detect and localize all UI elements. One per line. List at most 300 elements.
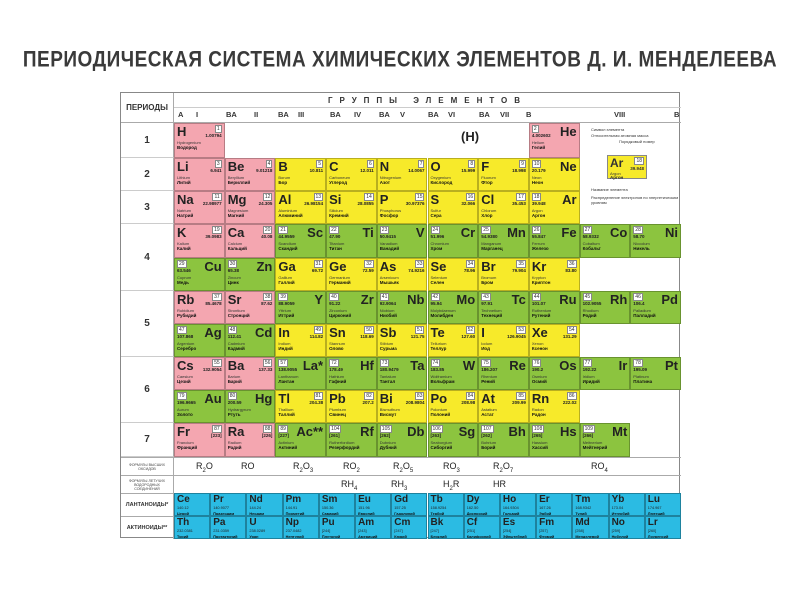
f-element-rus: Диспрозий xyxy=(466,512,488,516)
page-title: ПЕРИОДИЧЕСКАЯ СИСТЕМА ХИМИЧЕСКИХ ЭЛЕМЕНТОВ Д. И. МЕНДЕЛЕЕВА xyxy=(22,48,778,73)
element-num: 10 xyxy=(533,161,540,167)
element-mass: 40.08 xyxy=(261,234,273,239)
element-cell xyxy=(580,224,631,258)
element-mass: 114.82 xyxy=(309,334,324,339)
element-mass: 79.904 xyxy=(512,268,526,273)
f-element-rus: Менделевий xyxy=(575,535,599,539)
element-cell xyxy=(478,258,529,291)
element-cell xyxy=(225,357,276,390)
subgroup-label: VI xyxy=(448,110,456,119)
element-num: 8 xyxy=(470,161,474,167)
element-lat: Silicium xyxy=(329,208,343,213)
element-mass: 63.546 xyxy=(177,268,191,273)
element-sym: Sg xyxy=(458,424,476,439)
element-mass: 222.02 xyxy=(562,400,577,405)
element-mass: 47.90 xyxy=(329,234,341,239)
element-cell xyxy=(225,258,276,291)
element-num: 41 xyxy=(381,294,388,300)
element-lat: Magnesium xyxy=(227,208,249,213)
f-element-rus: Неодим xyxy=(249,512,265,516)
f-element-mass: 231.0359 xyxy=(213,529,230,533)
f-element-cell xyxy=(355,516,391,539)
element-cell xyxy=(428,158,479,191)
element-rus: Дубний xyxy=(379,445,397,450)
element-mass: 186.207 xyxy=(481,367,498,372)
f-element-mass: [257] xyxy=(539,529,548,533)
element-num: 36 xyxy=(569,261,575,267)
element-cell xyxy=(174,258,225,291)
element-mass: 69.72 xyxy=(311,268,324,273)
element-sym: Cr xyxy=(460,225,476,240)
element-cell xyxy=(275,390,326,423)
element-lat: Astatium xyxy=(481,407,497,412)
element-rus: Золото xyxy=(177,412,193,417)
element-lat: Tellurium xyxy=(430,341,447,346)
element-cell xyxy=(529,390,580,423)
element-lat: Palladium xyxy=(633,308,651,313)
element-cell xyxy=(580,357,631,390)
element-sym: Zr xyxy=(360,292,374,307)
element-cell xyxy=(478,390,529,423)
f-element-cell xyxy=(464,516,500,539)
element-lat: Barium xyxy=(227,374,241,379)
f-element-cell xyxy=(428,516,464,539)
f-element-mass: [258] xyxy=(575,529,584,533)
element-num: 50 xyxy=(366,327,372,333)
element-cell xyxy=(630,291,681,324)
element-lat: Lithium xyxy=(177,175,190,180)
f-element-mass: [260] xyxy=(647,529,657,533)
element-rus: Цинк xyxy=(227,280,239,285)
element-sym: P xyxy=(379,192,389,207)
element-rus: Рубидий xyxy=(177,313,197,318)
legend-mass: 39.948 xyxy=(630,166,644,171)
element-lat: Aluminium xyxy=(278,208,298,213)
element-rus: Гелий xyxy=(531,145,546,150)
element-cell xyxy=(580,423,631,457)
f-element-mass: 140.9077 xyxy=(213,506,230,510)
f-element-mass: 168.9342 xyxy=(575,506,592,510)
f-element-mass: 238.0289 xyxy=(249,529,266,533)
f-element-mass: 162.50 xyxy=(466,506,479,510)
element-cell xyxy=(326,390,377,423)
f-element-cell xyxy=(319,493,355,516)
element-rus: Калий xyxy=(177,246,191,251)
f-element-cell xyxy=(536,516,572,539)
element-cell xyxy=(275,291,326,324)
element-rus: Мышьяк xyxy=(379,280,399,285)
element-lat: Yttrium xyxy=(278,308,292,313)
element-mass: 39.0983 xyxy=(205,234,222,239)
element-sym: Ir xyxy=(618,358,628,373)
f-element-sym: Lu xyxy=(647,494,660,505)
element-rus: Иттрий xyxy=(278,313,295,318)
element-mass: 50.9415 xyxy=(379,234,397,239)
f-element-rus: Кюрий xyxy=(394,535,407,539)
element-mass: 207.2 xyxy=(362,400,374,405)
f-element-cell xyxy=(572,516,608,539)
element-num: 9 xyxy=(521,161,524,167)
f-element-cell xyxy=(536,493,572,516)
element-cell xyxy=(478,191,529,224)
f-element-mass: [243] xyxy=(358,529,367,533)
element-mass: 87.62 xyxy=(261,301,273,306)
lanthanides-label: ЛАНТАНОИДЫ* xyxy=(121,493,174,516)
subgroup-label: VIII xyxy=(614,110,626,119)
element-rus: Актиний xyxy=(278,445,298,450)
f-element-mass: 173.04 xyxy=(611,506,624,510)
element-lat: Oxygenium xyxy=(430,175,451,180)
subgroups-header xyxy=(174,108,681,123)
element-rus: Палладий xyxy=(633,313,656,318)
element-rus: Алюминий xyxy=(278,213,303,218)
element-mass: 196.9665 xyxy=(177,400,196,405)
element-num: 27 xyxy=(584,227,591,233)
element-num: 49 xyxy=(315,327,322,333)
f-element-rus: Эйнштейний xyxy=(502,535,527,539)
f-element-cell xyxy=(283,493,319,516)
element-lat: Lanthanum xyxy=(278,374,299,379)
element-num: 30 xyxy=(229,261,236,267)
element-sym: Ge xyxy=(329,259,347,274)
element-num: 73 xyxy=(381,360,388,366)
element-rus: Кислород xyxy=(430,180,453,185)
oxide-formula: $R_2O_5$ xyxy=(393,461,414,474)
element-sym: Co xyxy=(609,225,628,240)
oxide-formula: $R_2O_3$ xyxy=(293,461,314,474)
element-rus: Скандий xyxy=(278,246,298,251)
element-sym: Pd xyxy=(661,292,678,307)
element-rus: Никель xyxy=(633,246,650,251)
element-cell xyxy=(529,158,580,191)
period-number: 5 xyxy=(121,291,174,357)
element-sym: Tl xyxy=(278,391,290,406)
element-cell xyxy=(225,390,276,423)
element-lat: Thallium xyxy=(278,407,294,412)
f-element-sym: Pr xyxy=(213,494,224,505)
element-mass: 74.9216 xyxy=(408,268,425,273)
element-sym: Hg xyxy=(255,391,273,406)
element-lat: Gallium xyxy=(278,275,292,280)
f-element-mass: 164.9304 xyxy=(502,506,519,510)
element-sym: Sc xyxy=(307,225,324,240)
element-num: 13 xyxy=(315,194,322,200)
f-element-sym: Eu xyxy=(358,494,371,505)
element-rus: Ксенон xyxy=(531,346,548,351)
subgroup-label: BA xyxy=(226,110,237,119)
element-sym: He xyxy=(559,124,577,139)
element-lat: Ferrum xyxy=(531,241,545,246)
groups-header: ГРУППЫ ЭЛЕМЕНТОВ xyxy=(174,93,681,108)
element-sym: Cu xyxy=(204,259,222,274)
f-element-rus: Иттербий xyxy=(611,512,630,516)
element-cell xyxy=(428,423,479,457)
element-sym: B xyxy=(278,159,288,174)
element-num: 57 xyxy=(280,360,286,366)
subgroup-label: III xyxy=(298,110,305,119)
f-element-sym: Yb xyxy=(611,494,625,505)
element-rus: Кремний xyxy=(329,213,349,218)
element-mass: [262] xyxy=(481,433,492,438)
subgroup-label: B xyxy=(674,110,680,119)
element-mass: 14.0067 xyxy=(408,168,425,173)
element-lat: Molybdaenum xyxy=(430,308,456,313)
element-num: 12 xyxy=(264,194,271,200)
element-sym: Xe xyxy=(531,325,548,340)
element-rus: Стронций xyxy=(227,313,250,318)
element-num: 44 xyxy=(533,294,540,300)
element-num: 7 xyxy=(419,161,423,167)
element-sym: Pb xyxy=(329,391,346,406)
element-rus: Хром xyxy=(430,246,443,251)
element-sym: N xyxy=(379,159,390,174)
f-element-sym: Gd xyxy=(394,494,409,505)
element-num: 80 xyxy=(229,393,236,399)
element-num: 4 xyxy=(267,161,271,167)
element-sym: Au xyxy=(204,391,222,406)
element-lat: Calcium xyxy=(227,241,243,246)
element-mass: 28.0855 xyxy=(357,201,374,206)
element-lat: Fluorum xyxy=(481,175,496,180)
element-cell xyxy=(225,224,276,258)
legend-text-symbol: Символ элемента xyxy=(591,127,625,132)
element-rus: Титан xyxy=(329,246,342,251)
element-rus: Сера xyxy=(430,213,442,218)
element-cell xyxy=(529,291,580,324)
element-rus: Сиборгий xyxy=(430,445,453,450)
f-element-cell xyxy=(210,516,246,539)
element-lat: Helium xyxy=(531,140,545,145)
element-sym: Ca xyxy=(227,225,245,240)
element-lat: Plumbum xyxy=(329,407,346,412)
element-lat: Sulfur xyxy=(430,208,441,213)
f-element-sym: Tb xyxy=(430,494,443,505)
element-rus: Водород xyxy=(177,145,197,150)
element-num: 15 xyxy=(416,194,423,200)
element-sym: O xyxy=(430,159,441,174)
element-mass: 54.9380 xyxy=(481,234,498,239)
hydrogen-paren: (H) xyxy=(461,129,480,144)
element-num: 85 xyxy=(518,393,524,399)
element-rus: Родий xyxy=(582,313,597,318)
element-sym: Sn xyxy=(329,325,346,340)
f-element-sym: Dy xyxy=(466,494,480,505)
element-lat: Beryllium xyxy=(227,175,245,180)
element-rus: Вольфрам xyxy=(430,379,455,384)
element-num: 84 xyxy=(467,393,474,399)
element-num: 21 xyxy=(280,227,286,233)
element-rus: Олово xyxy=(329,346,344,351)
element-num: 86 xyxy=(569,393,575,399)
element-rus: Тантал xyxy=(379,379,396,384)
element-cell xyxy=(174,423,225,457)
element-sym: Mg xyxy=(227,192,247,207)
element-cell xyxy=(428,258,479,291)
element-rus: Индий xyxy=(278,346,293,351)
element-rus: Гафний xyxy=(329,379,347,384)
element-lat: Meitnerium xyxy=(582,440,603,445)
element-sym: At xyxy=(481,391,495,406)
element-mass: 200.59 xyxy=(227,400,242,405)
element-sym: Mt xyxy=(612,424,628,439)
element-cell xyxy=(529,191,580,224)
element-cell xyxy=(478,324,529,357)
element-lat: Natrium xyxy=(177,208,192,213)
element-cell xyxy=(326,258,377,291)
oxide-formula: $RO_3$ xyxy=(443,461,460,474)
element-mass: 1.00794 xyxy=(205,133,222,138)
element-cell xyxy=(174,158,225,191)
element-sym: Ti xyxy=(362,225,374,240)
legend-number: 18 xyxy=(636,158,642,164)
f-element-sym: U xyxy=(249,517,257,528)
f-element-mass: [254] xyxy=(502,529,512,533)
hydrides-label: ФОРМУЛЫ ЛЕТУЧИХ ВОДОРОДНЫХ СОЕДИНЕНИЙ xyxy=(121,476,174,493)
element-num: 75 xyxy=(483,360,489,366)
element-lat: Chromium xyxy=(430,241,449,246)
element-sym: Rn xyxy=(531,391,550,406)
element-cell xyxy=(174,224,225,258)
element-num: 23 xyxy=(381,227,388,233)
element-mass: [261] xyxy=(329,433,340,438)
element-sym: Ni xyxy=(664,225,678,240)
element-cell xyxy=(529,123,580,158)
element-cell xyxy=(377,390,428,423)
element-lat: Rutherfordium xyxy=(329,440,355,445)
element-num: 43 xyxy=(483,294,489,300)
element-num: 87 xyxy=(214,426,220,432)
element-num: 42 xyxy=(432,294,439,300)
element-cell xyxy=(428,191,479,224)
element-cell xyxy=(630,224,681,258)
element-num: 29 xyxy=(179,261,185,267)
element-rus: Аргон xyxy=(531,213,546,218)
element-num: 24 xyxy=(432,227,439,233)
element-cell xyxy=(428,390,479,423)
element-sym: Rf xyxy=(360,424,374,439)
f-element-rus: Самарий xyxy=(321,512,339,516)
f-element-cell xyxy=(572,493,608,516)
oxides-label: ФОРМУЛЫ ВЫСШИХ ОКСИДОВ xyxy=(121,458,174,475)
element-rus: Ниобий xyxy=(379,313,397,318)
element-lat: Arsenicum xyxy=(379,275,399,280)
element-num: 105 xyxy=(381,426,391,432)
element-sym: Kr xyxy=(531,259,547,274)
element-lat: Hydrargyrum xyxy=(227,407,251,412)
element-num: 48 xyxy=(229,327,236,333)
element-cell xyxy=(225,291,276,324)
element-num: 38 xyxy=(264,294,271,300)
element-cell xyxy=(174,123,225,158)
element-lat: Platinum xyxy=(633,374,649,379)
element-mass: 72.59 xyxy=(362,268,374,273)
element-rus: Молибден xyxy=(430,313,454,318)
element-cell xyxy=(275,258,326,291)
element-rus: Сурьма xyxy=(379,346,397,351)
element-mass: 95.94 xyxy=(430,301,442,306)
element-mass: 24.305 xyxy=(258,201,273,206)
element-lat: Rhodium xyxy=(582,308,599,313)
element-mass: 58.70 xyxy=(633,234,645,239)
element-lat: Francium xyxy=(177,440,194,445)
element-mass: 178.49 xyxy=(329,367,343,372)
subgroup-label: BA xyxy=(428,110,439,119)
element-mass: 83.80 xyxy=(565,268,577,273)
element-num: 6 xyxy=(369,161,372,167)
element-cell xyxy=(275,357,326,390)
element-lat: Cuprum xyxy=(177,275,192,280)
f-element-rus: Эрбий xyxy=(539,512,552,516)
element-num: 72 xyxy=(331,360,337,366)
oxide-formula: $R_2O$ xyxy=(196,461,213,474)
element-num: 53 xyxy=(518,327,524,333)
element-cell xyxy=(326,291,377,324)
element-num: 77 xyxy=(584,360,591,366)
element-cell xyxy=(174,324,225,357)
element-cell xyxy=(225,158,276,191)
element-rus: Мейтнерий xyxy=(582,445,608,450)
f-element-mass: 151.96 xyxy=(358,506,370,510)
hydride-formula: $RH_4$ xyxy=(341,479,358,492)
element-lat: Niccolum xyxy=(633,241,650,246)
f-element-sym: Pu xyxy=(321,517,335,528)
element-lat: Polonium xyxy=(430,407,448,412)
f-element-cell xyxy=(355,493,391,516)
element-cell xyxy=(428,357,479,390)
element-sym: Tc xyxy=(511,292,526,307)
legend-latin: Argon xyxy=(610,171,621,176)
periodic-table xyxy=(120,92,680,538)
element-lat: Scandium xyxy=(278,241,297,246)
element-rus: Бор xyxy=(278,180,288,185)
subgroup-label: II xyxy=(254,110,259,119)
f-element-sym: Cf xyxy=(466,517,478,528)
element-sym: Sr xyxy=(227,292,242,307)
element-cell xyxy=(428,224,479,258)
element-lat: Rhenium xyxy=(481,374,498,379)
element-cell xyxy=(275,158,326,191)
f-element-cell xyxy=(428,493,464,516)
f-element-rus: Плутоний xyxy=(321,535,341,539)
f-element-rus: Гольмий xyxy=(502,512,520,516)
element-num: 109 xyxy=(584,426,593,432)
element-num: 3 xyxy=(216,161,220,167)
element-lat: Radium xyxy=(227,440,242,445)
element-mass: [227] xyxy=(278,433,289,438)
element-num: 34 xyxy=(467,261,474,267)
element-num: 52 xyxy=(467,327,474,333)
element-mass: [263] xyxy=(430,433,442,438)
element-cell xyxy=(478,224,529,258)
f-element-cell xyxy=(500,493,536,516)
element-mass: 44.9559 xyxy=(278,234,295,239)
element-cell xyxy=(174,390,225,423)
element-num: 11 xyxy=(214,194,220,200)
legend-text-name: Название элемента xyxy=(591,187,628,192)
element-num: 16 xyxy=(467,194,474,200)
element-rus: Иридий xyxy=(582,379,600,384)
f-element-rus: Протактиний xyxy=(213,535,238,539)
element-cell xyxy=(377,224,428,258)
legend-text-electrons: Распределение электронов по энергетическим уровням xyxy=(591,195,679,205)
actinides-label: АКТИНОИДЫ** xyxy=(121,516,174,539)
element-rus: Радий xyxy=(227,445,242,450)
element-mass: 65.38 xyxy=(227,268,239,273)
element-num: 81 xyxy=(315,393,322,399)
element-mass: 195.09 xyxy=(633,367,648,372)
element-mass: 30.97376 xyxy=(405,201,425,206)
element-cell xyxy=(275,423,326,457)
